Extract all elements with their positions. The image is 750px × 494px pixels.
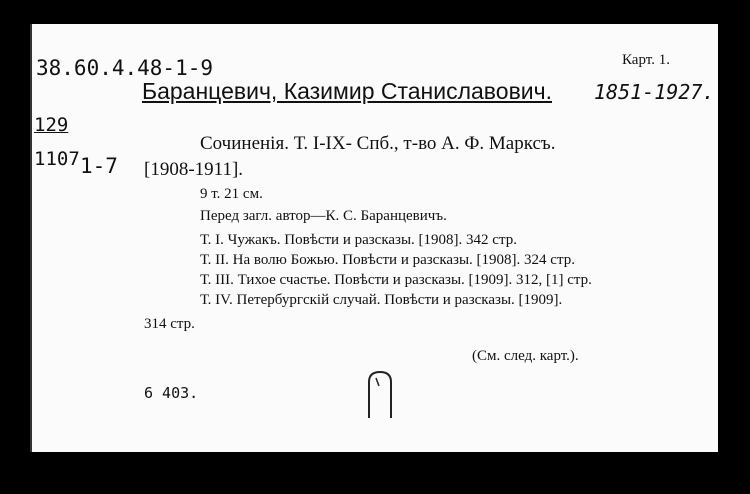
scan-border-top xyxy=(0,0,750,24)
card-punch-hole xyxy=(363,368,397,422)
call-number: 38.60.4.48-1-9 xyxy=(36,56,214,80)
shelf-mark-bottom: 1107 xyxy=(34,148,80,170)
card-margin-line xyxy=(30,24,32,452)
shelf-mark-top: 129 xyxy=(34,114,69,136)
volume-2: Т. II. На волю Божью. Повѣсти и разсказы. [1908]. 324 стр. xyxy=(200,252,575,268)
extent: 9 т. 21 см. xyxy=(200,186,263,202)
heading-author: Баранцевич, Казимир Станиславович. xyxy=(142,78,553,104)
title-line-2: [1908-1911]. xyxy=(144,159,244,180)
continued-note: (См. след. карт.). xyxy=(472,348,579,364)
inventory-number: 6 403. xyxy=(144,384,199,402)
volume-1: Т. I. Чужакъ. Повѣсти и разсказы. [1908]. 342 стр. xyxy=(200,232,517,248)
volume-3: Т. III. Тихое счастье. Повѣсти и разсказы. [1909]. 312, [1] стр. xyxy=(200,272,592,288)
catalog-card xyxy=(30,24,718,452)
card-number: Карт. 1. xyxy=(622,52,670,68)
heading-dates: 1851-1927. xyxy=(594,80,715,104)
scan-border-right xyxy=(718,0,750,494)
scan-border-left xyxy=(0,0,30,494)
volume-4-pages: 314 стр. xyxy=(144,316,195,332)
title-line-1: Сочиненія. Т. I-IX- Спб., т-во А. Ф. Марксъ. xyxy=(200,133,556,154)
frontispiece-note: Перед загл. автор—К. С. Баранцевичъ. xyxy=(200,208,447,224)
volume-4: Т. IV. Петербургскій случай. Повѣсти и разсказы. [1909]. xyxy=(200,292,563,308)
scan-border-bottom xyxy=(0,452,750,494)
shelf-mark-range: 1-7 xyxy=(80,154,118,178)
